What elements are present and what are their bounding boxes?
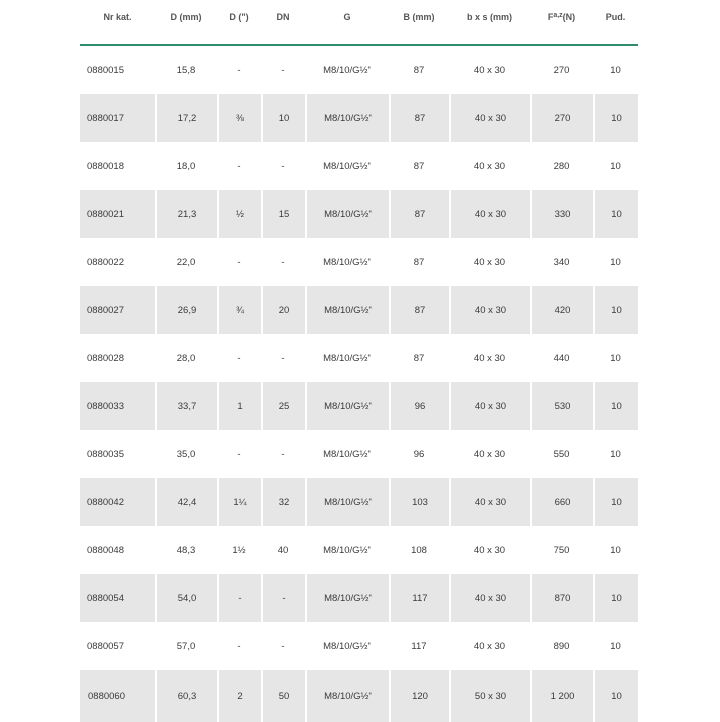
b-x-s-cell: 40 x 30 (449, 478, 530, 526)
fa-z-cell: 660 (530, 478, 593, 526)
table-row (80, 238, 638, 286)
table-row (80, 526, 638, 574)
g-cell: M8/10/G½" (323, 64, 371, 76)
b-x-s-cell: 40 x 30 (473, 448, 506, 460)
d-inch-cell: ⅜ (217, 94, 261, 142)
b-x-s-cell: 40 x 30 (473, 640, 506, 652)
fa-z-cell: 270 (553, 64, 570, 76)
d-inch-cell: - (237, 352, 241, 364)
b-x-s-cell: 40 x 30 (449, 382, 530, 430)
table-row (80, 622, 638, 670)
b-x-s-cell: 50 x 30 (449, 670, 530, 722)
header-fa-z-sub: a,z (553, 12, 563, 19)
nr-kat-cell: 0880015 (87, 64, 124, 76)
d-inch-cell: - (237, 256, 241, 268)
table-header-row (80, 0, 638, 46)
b-mm-cell: 117 (389, 574, 449, 622)
b-x-s-cell: 40 x 30 (449, 286, 530, 334)
dn-cell: - (281, 640, 285, 652)
fa-z-cell: 330 (530, 190, 593, 238)
g-cell: M8/10/G½" (305, 190, 389, 238)
pud-cell: 10 (610, 256, 621, 268)
nr-kat-cell: 0880057 (87, 640, 124, 652)
b-x-s-cell: 40 x 30 (473, 64, 506, 76)
d-mm-cell: 18,0 (176, 160, 196, 172)
b-mm-cell: 96 (389, 382, 449, 430)
pud-cell: 10 (593, 286, 638, 334)
pud-cell: 10 (593, 574, 638, 622)
nr-kat-cell: 0880054 (80, 574, 155, 622)
table-row (80, 382, 638, 430)
b-x-s-cell: 40 x 30 (473, 544, 506, 556)
dn-cell: - (281, 448, 285, 460)
nr-kat-cell: 0880021 (80, 190, 155, 238)
b-mm-cell: 87 (413, 256, 425, 268)
nr-kat-cell: 0880035 (87, 448, 124, 460)
b-x-s-cell: 40 x 30 (473, 160, 506, 172)
pud-cell: 10 (593, 382, 638, 430)
d-inch-cell: - (237, 64, 241, 76)
d-mm-cell: 54,0 (155, 574, 217, 622)
nr-kat-cell: 0880033 (80, 382, 155, 430)
d-mm-cell: 28,0 (176, 352, 196, 364)
pud-cell: 10 (610, 160, 621, 172)
d-inch-cell: ¾ (217, 286, 261, 334)
pud-cell: 10 (593, 478, 638, 526)
dn-cell: - (281, 160, 285, 172)
b-mm-cell: 87 (389, 286, 449, 334)
table-body (80, 46, 638, 722)
fa-z-cell: 440 (553, 352, 570, 364)
d-inch-cell: - (237, 448, 241, 460)
header-fa-z (530, 0, 593, 44)
header-b-mm: B (mm) (403, 12, 435, 22)
dn-cell: 32 (261, 478, 305, 526)
b-mm-cell: 103 (389, 478, 449, 526)
g-cell: M8/10/G½" (305, 574, 389, 622)
fa-z-cell: 890 (553, 640, 570, 652)
b-mm-cell: 87 (413, 64, 425, 76)
d-mm-cell: 21,3 (155, 190, 217, 238)
g-cell: M8/10/G½" (305, 670, 389, 722)
fa-z-cell: 1 200 (530, 670, 593, 722)
pud-cell: 10 (593, 670, 638, 722)
b-mm-cell: 87 (389, 94, 449, 142)
g-cell: M8/10/G½" (323, 544, 371, 556)
b-x-s-cell: 40 x 30 (473, 352, 506, 364)
d-mm-cell: 26,9 (155, 286, 217, 334)
table-row (80, 430, 638, 478)
header-b-x-s: b x s (mm) (466, 12, 512, 22)
d-mm-cell: 48,3 (176, 544, 196, 556)
table-row (80, 94, 638, 142)
b-x-s-cell: 40 x 30 (449, 574, 530, 622)
pud-cell: 10 (610, 352, 621, 364)
d-inch-cell: 1½ (232, 544, 246, 556)
g-cell: M8/10/G½" (305, 478, 389, 526)
d-inch-cell: 1¼ (217, 478, 261, 526)
header-fa-z-unit: (N) (562, 12, 576, 22)
pud-cell: 10 (610, 640, 621, 652)
d-inch-cell: 2 (217, 670, 261, 722)
g-cell: M8/10/G½" (323, 448, 371, 460)
dn-cell: 15 (261, 190, 305, 238)
nr-kat-cell: 0880018 (87, 160, 124, 172)
b-x-s-cell: 40 x 30 (449, 94, 530, 142)
d-mm-cell: 17,2 (155, 94, 217, 142)
fa-z-cell: 870 (530, 574, 593, 622)
nr-kat-cell: 0880048 (87, 544, 124, 556)
b-mm-cell: 108 (411, 544, 427, 556)
g-cell: M8/10/G½" (305, 286, 389, 334)
dn-cell: - (281, 64, 285, 76)
nr-kat-cell: 0880042 (80, 478, 155, 526)
header-d-mm: D (mm) (170, 12, 202, 22)
pud-cell: 10 (593, 190, 638, 238)
table-row (80, 286, 638, 334)
pud-cell: 10 (610, 448, 621, 460)
header-pud: Pud. (605, 12, 626, 22)
b-x-s-cell: 40 x 30 (449, 190, 530, 238)
header-dn: DN (276, 12, 290, 22)
d-inch-cell: 1 (217, 382, 261, 430)
b-mm-cell: 87 (389, 190, 449, 238)
table-row (80, 46, 638, 94)
d-inch-cell: - (237, 640, 241, 652)
dn-cell: - (281, 256, 285, 268)
b-mm-cell: 120 (389, 670, 449, 722)
b-mm-cell: 117 (411, 640, 427, 652)
d-mm-cell: 15,8 (176, 64, 196, 76)
dn-cell: - (261, 574, 305, 622)
product-table (80, 0, 638, 722)
b-mm-cell: 96 (413, 448, 425, 460)
d-inch-cell: - (217, 574, 261, 622)
fa-z-cell: 270 (530, 94, 593, 142)
g-cell: M8/10/G½" (323, 352, 371, 364)
nr-kat-cell: 0880022 (87, 256, 124, 268)
d-mm-cell: 35,0 (176, 448, 196, 460)
table-row (80, 142, 638, 190)
dn-cell: 40 (277, 544, 289, 556)
dn-cell: 25 (261, 382, 305, 430)
nr-kat-cell: 0880028 (87, 352, 124, 364)
header-nr-kat: Nr kat. (103, 12, 132, 22)
pud-cell: 10 (610, 64, 621, 76)
table-row (80, 574, 638, 622)
pud-cell: 10 (593, 94, 638, 142)
d-inch-cell: ½ (217, 190, 261, 238)
b-mm-cell: 87 (413, 160, 425, 172)
table-row (80, 334, 638, 382)
g-cell: M8/10/G½" (323, 256, 371, 268)
header-d-inch: D (") (229, 12, 249, 22)
table-row (80, 670, 638, 722)
d-mm-cell: 42,4 (155, 478, 217, 526)
table-row (80, 190, 638, 238)
pud-cell: 10 (610, 544, 621, 556)
d-mm-cell: 57,0 (176, 640, 196, 652)
nr-kat-cell: 0880060 (80, 670, 155, 722)
nr-kat-cell: 0880017 (80, 94, 155, 142)
d-mm-cell: 33,7 (155, 382, 217, 430)
dn-cell: 50 (261, 670, 305, 722)
nr-kat-cell: 0880027 (80, 286, 155, 334)
g-cell: M8/10/G½" (323, 640, 371, 652)
header-fa-z-main: F (547, 12, 554, 22)
b-mm-cell: 87 (413, 352, 425, 364)
dn-cell: 10 (261, 94, 305, 142)
header-g: G (343, 12, 351, 22)
fa-z-cell: 280 (553, 160, 570, 172)
b-x-s-cell: 40 x 30 (473, 256, 506, 268)
dn-cell: 20 (261, 286, 305, 334)
fa-z-cell: 420 (530, 286, 593, 334)
d-mm-cell: 60,3 (155, 670, 217, 722)
g-cell: M8/10/G½" (305, 94, 389, 142)
fa-z-cell: 340 (553, 256, 570, 268)
fa-z-cell: 750 (553, 544, 570, 556)
g-cell: M8/10/G½" (323, 160, 371, 172)
d-mm-cell: 22,0 (176, 256, 196, 268)
dn-cell: - (281, 352, 285, 364)
fa-z-cell: 550 (553, 448, 570, 460)
d-inch-cell: - (237, 160, 241, 172)
table-row (80, 478, 638, 526)
fa-z-cell: 530 (530, 382, 593, 430)
g-cell: M8/10/G½" (305, 382, 389, 430)
